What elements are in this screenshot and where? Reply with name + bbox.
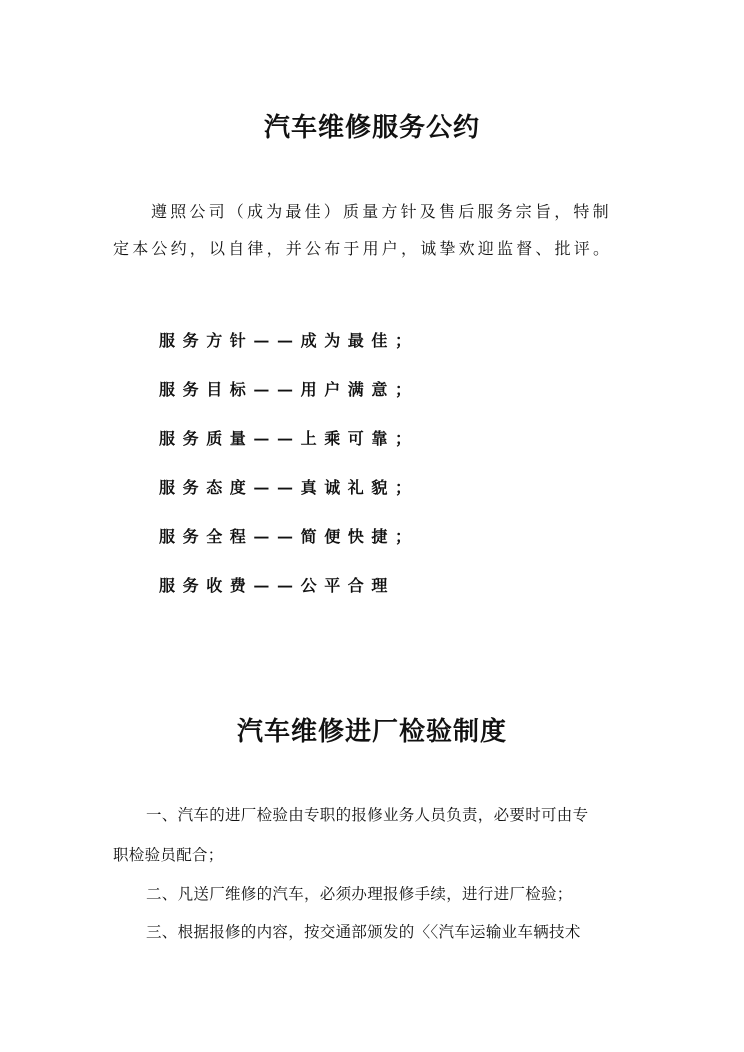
intro-paragraph-line-1: 遵照公司（成为最佳）质量方针及售后服务宗旨，特制 [151,202,612,221]
rule-1-line-2: 职检验员配合； [113,846,224,864]
motto-item-process: 服务全程——简便快捷； [159,527,419,546]
motto-item-quality: 服务质量——上乘可靠； [159,429,419,448]
rule-3: 三、根据报修的内容，按交通部颁发的〈〈汽车运输业车辆技术 [146,923,581,941]
motto-item-policy: 服务方针——成为最佳； [159,331,419,350]
service-convention-title: 汽车维修服务公约 [263,113,480,143]
rule-1-line-1: 一、汽车的进厂检验由专职的报修业务人员负责，必要时可由专 [146,806,589,824]
motto-item-fees: 服务收费——公平合理 [159,576,396,595]
motto-item-attitude: 服务态度——真诚礼貌； [159,478,419,497]
intro-paragraph-line-2: 定本公约，以自律，并公布于用户，诚挚欢迎监督、批评。 [113,239,613,258]
inspection-system-title: 汽车维修进厂检验制度 [236,717,507,747]
motto-item-goal: 服务目标——用户满意； [159,380,419,399]
rule-2: 二、凡送厂维修的汽车，必须办理报修手续，进行进厂检验； [146,885,573,903]
